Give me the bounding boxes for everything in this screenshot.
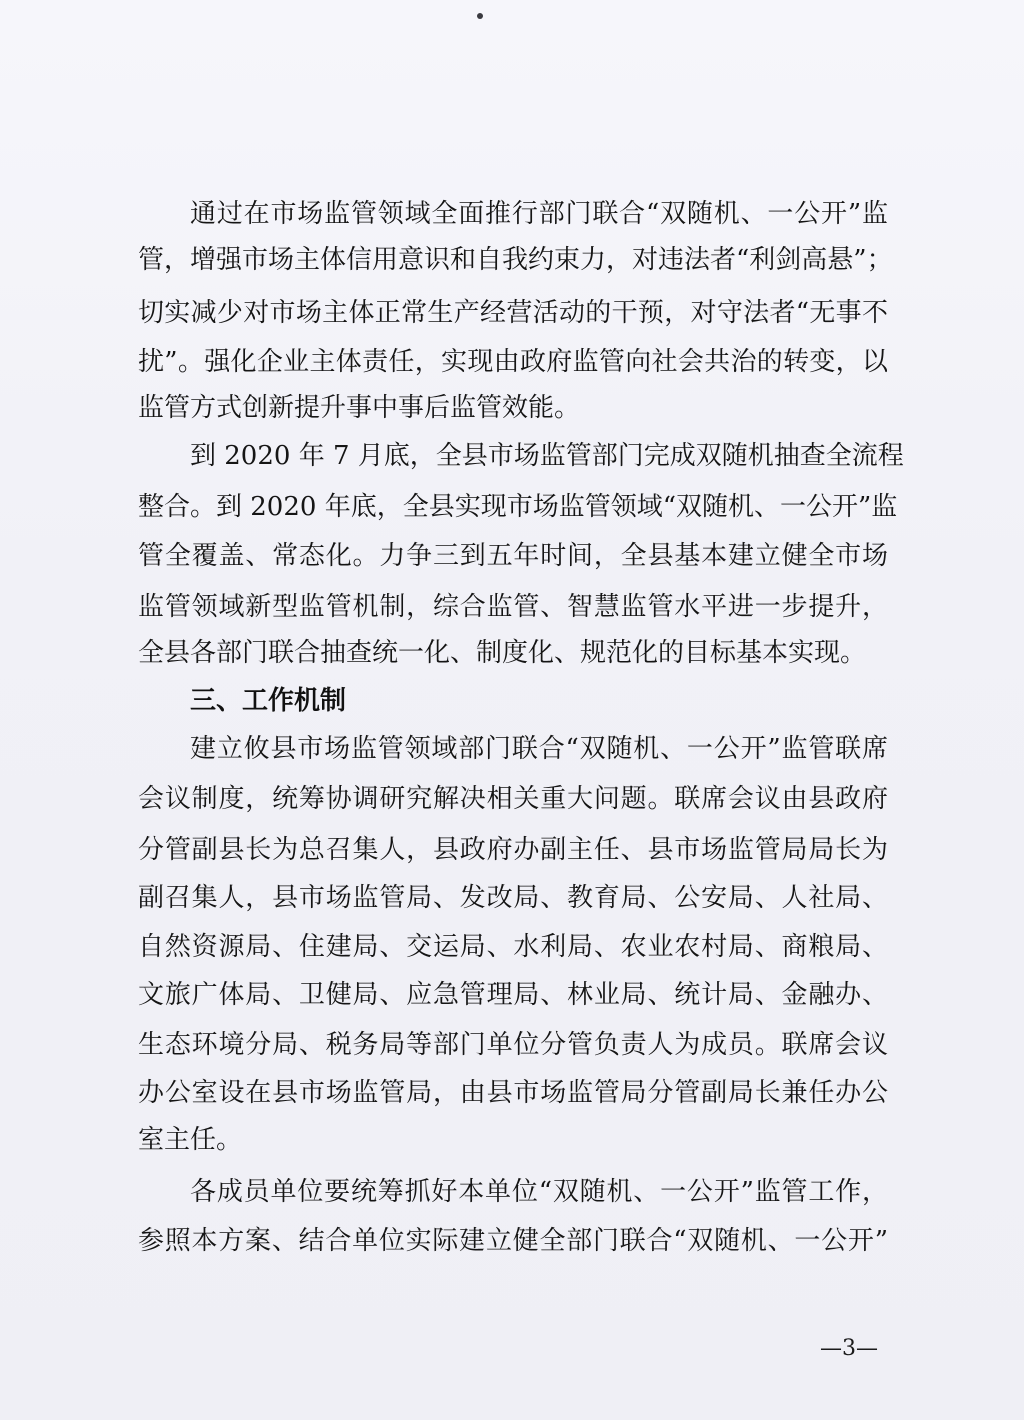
paragraph-1-line-4: 扰”。强化企业主体责任，实现由政府监管向社会共治的转变，以 — [138, 347, 888, 377]
paragraph-2-line-2: 整合。到 2020 年底，全县实现市场监管领域“双随机、一公开”监 — [138, 492, 898, 522]
paragraph-2-line-1: 到 2020 年 7 月底，全县市场监管部门完成双随机抽查全流程 — [190, 441, 904, 471]
paragraph-3-line-1: 建立攸县市场监管领域部门联合“双随机、一公开”监管联席 — [190, 734, 888, 764]
paragraph-4-line-1: 各成员单位要统筹抓好本单位“双随机、一公开”监管工作， — [190, 1177, 888, 1207]
paragraph-4-line-2: 参照本方案、结合单位实际建立健全部门联合“双随机、一公开” — [138, 1226, 888, 1256]
paragraph-3-line-9: 室主任。 — [138, 1125, 243, 1155]
paragraph-3-line-4: 副召集人，县市场监管局、发改局、教育局、公安局、人社局、 — [138, 883, 888, 913]
section-heading: 三、工作机制 — [190, 686, 347, 716]
paragraph-1-line-3: 切实减少对市场主体正常生产经营活动的干预，对守法者“无事不 — [138, 298, 888, 328]
paragraph-1-line-5: 监管方式创新提升事中事后监管效能。 — [138, 393, 581, 423]
paragraph-3-line-8: 办公室设在县市场监管局，由县市场监管局分管副局长兼任办公 — [138, 1078, 888, 1108]
paragraph-3-line-6: 文旅广体局、卫健局、应急管理局、林业局、统计局、金融办、 — [138, 980, 888, 1010]
paragraph-2-line-5: 全县各部门联合抽查统一化、制度化、规范化的目标基本实现。 — [138, 638, 867, 668]
paragraph-3-line-7: 生态环境分局、税务局等部门单位分管负责人为成员。联席会议 — [138, 1030, 888, 1060]
paragraph-1-line-2: 管，增强市场主体信用意识和自我约束力，对违法者“利剑高悬”； — [138, 245, 893, 275]
paragraph-2-line-3: 管全覆盖、常态化。力争三到五年时间，全县基本建立健全市场 — [138, 541, 888, 571]
paragraph-2-line-4: 监管领域新型监管机制，综合监管、智慧监管水平进一步提升， — [138, 592, 888, 622]
page-number: —3— — [820, 1336, 878, 1361]
paragraph-3-line-5: 自然资源局、住建局、交运局、水利局、农业农村局、商粮局、 — [138, 932, 888, 962]
paragraph-3-line-3: 分管副县长为总召集人，县政府办副主任、县市场监管局局长为 — [138, 835, 888, 865]
scan-speck — [477, 13, 483, 19]
paragraph-1-line-1: 通过在市场监管领域全面推行部门联合“双随机、一公开”监 — [190, 199, 888, 229]
paragraph-3-line-2: 会议制度，统筹协调研究解决相关重大问题。联席会议由县政府 — [138, 784, 888, 814]
